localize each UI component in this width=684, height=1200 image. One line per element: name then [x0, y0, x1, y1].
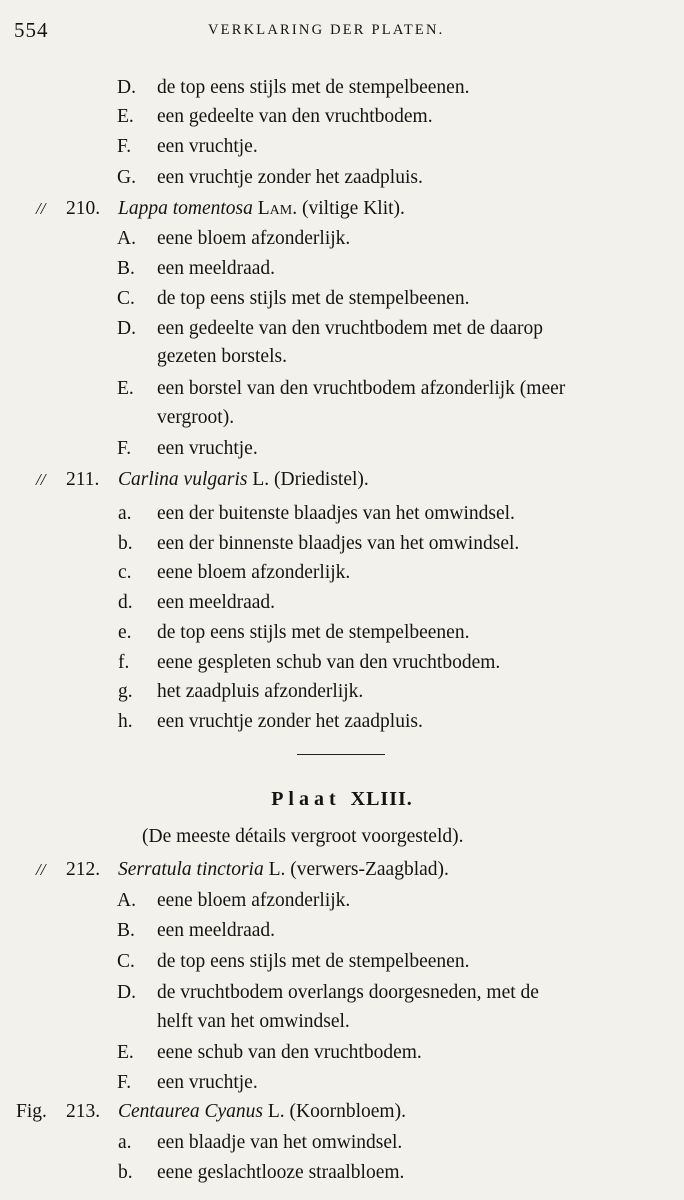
plate-heading [0, 785, 684, 813]
plate-numeral: XLIII. [350, 788, 413, 810]
entry-heading-213 [0, 1097, 684, 1127]
entry-number: 213. [66, 1101, 101, 1122]
species-line [118, 1097, 406, 1127]
item-label: C. [117, 288, 135, 309]
figure-prefix: Fig. [16, 1101, 47, 1122]
species-line [118, 855, 449, 885]
item-text: een der buitenste blaadjes van het omwindsel. [157, 503, 515, 524]
item-text: een vruchtje zonder het zaadpluis. [157, 167, 423, 188]
entry-number: 211. [66, 469, 100, 490]
list-item [0, 254, 684, 284]
list-item [0, 1128, 684, 1158]
list-item [0, 224, 684, 254]
species-name: Carlina vulgaris [118, 469, 248, 490]
item-text: een gedeelte van den vruchtbodem. [157, 106, 433, 127]
list-item [0, 1068, 684, 1098]
common-name: (Driedistel). [274, 469, 369, 490]
list-item [0, 529, 684, 559]
item-text: eene gespleten schub van den vruchtbodem. [157, 652, 501, 673]
item-text: een gedeelte van den vruchtbodem met de daarop [157, 318, 544, 339]
list-item [0, 73, 684, 103]
entry-number: 212. [66, 859, 101, 880]
species-line [118, 194, 405, 224]
entry-heading-211 [0, 465, 684, 495]
list-item [0, 374, 684, 404]
item-text: eene bloem afzonderlijk. [157, 228, 351, 249]
common-name: (Koornbloem). [289, 1101, 406, 1122]
plate-word: Plaat [271, 788, 341, 810]
item-label: D. [117, 982, 136, 1003]
common-name: (viltige Klit). [302, 198, 405, 219]
item-label: a. [118, 503, 132, 524]
list-item [0, 1038, 684, 1068]
item-label: C. [117, 951, 135, 972]
item-label: E. [117, 106, 134, 127]
item-text: eene geslachtlooze straalbloem. [157, 1162, 405, 1183]
running-head: VERKLARING DER PLATEN. [208, 22, 445, 38]
list-item [0, 499, 684, 529]
item-label: f. [118, 652, 130, 673]
entry-mark: // [36, 860, 46, 879]
item-text: een blaadje van het omwindsel. [157, 1132, 403, 1153]
item-text: het zaadpluis afzonderlijk. [157, 681, 364, 702]
list-item [0, 284, 684, 314]
list-item [0, 163, 684, 193]
item-text: een vruchtje. [157, 438, 258, 459]
item-text: een meeldraad. [157, 258, 276, 279]
item-text: een der binnenste blaadjes van het omwindsel. [157, 533, 520, 554]
item-label: b. [118, 1162, 133, 1183]
list-item [0, 707, 684, 737]
species-line [118, 465, 369, 495]
item-label: h. [118, 711, 133, 732]
item-label: a. [118, 1132, 132, 1153]
list-item [0, 916, 684, 946]
list-item [0, 102, 684, 132]
species-name: Lappa tomentosa [118, 198, 253, 219]
item-label: A. [117, 890, 136, 911]
list-item-continuation [0, 342, 684, 372]
list-item [0, 132, 684, 162]
item-text: de top eens stijls met de stempelbeenen. [157, 77, 470, 98]
entry-heading-210 [0, 194, 684, 224]
page-header [0, 18, 684, 44]
item-label: B. [117, 920, 135, 941]
item-text: de top eens stijls met de stempelbeenen. [157, 622, 470, 643]
item-text: een vruchtje. [157, 136, 258, 157]
list-item [0, 677, 684, 707]
item-text: de top eens stijls met de stempelbeenen. [157, 288, 470, 309]
item-label: b. [118, 533, 133, 554]
species-author: L. [267, 1101, 285, 1122]
item-text-cont: gezeten borstels. [157, 346, 287, 367]
item-label: g. [118, 681, 133, 702]
item-label: D. [117, 77, 136, 98]
item-text: een vruchtje zonder het zaadpluis. [157, 711, 423, 732]
list-item [0, 648, 684, 678]
item-text: een vruchtje. [157, 1072, 258, 1093]
item-text: eene schub van den vruchtbodem. [157, 1042, 422, 1063]
item-text: de top eens stijls met de stempelbeenen. [157, 951, 470, 972]
species-author: L. [268, 859, 286, 880]
plate-subtitle: (De meeste détails vergroot voorgesteld). [142, 826, 464, 847]
common-name: (verwers-Zaagblad). [290, 859, 449, 880]
list-item [0, 558, 684, 588]
item-text: eene bloem afzonderlijk. [157, 562, 351, 583]
list-item [0, 947, 684, 977]
list-item [0, 618, 684, 648]
entry-mark: // [36, 199, 46, 218]
entry-number: 210. [66, 198, 101, 219]
item-text: een meeldraad. [157, 592, 276, 613]
entry-heading-212 [0, 855, 684, 885]
item-label: G. [117, 167, 136, 188]
item-label: F. [117, 1072, 132, 1093]
list-item [0, 886, 684, 916]
item-text: de vruchtbodem overlangs doorgesneden, met de [157, 982, 539, 1003]
item-label: d. [118, 592, 133, 613]
list-item [0, 978, 684, 1008]
list-item [0, 434, 684, 464]
item-label: A. [117, 228, 136, 249]
item-label: B. [117, 258, 135, 279]
item-label: E. [117, 378, 134, 399]
item-label: E. [117, 1042, 134, 1063]
item-label: F. [117, 438, 132, 459]
list-item [0, 588, 684, 618]
item-text: een borstel van den vruchtbodem afzonderlijk (meer [157, 378, 566, 399]
list-item [0, 1158, 684, 1188]
species-author: Lam. [257, 198, 298, 219]
page-number: 554 [14, 18, 49, 42]
item-text: eene bloem afzonderlijk. [157, 890, 351, 911]
item-text: een meeldraad. [157, 920, 276, 941]
species-name: Serratula tinctoria [118, 859, 264, 880]
item-text-cont: vergroot). [157, 407, 235, 428]
list-item-continuation [0, 403, 684, 433]
list-item [0, 314, 684, 344]
species-author: L. [252, 469, 270, 490]
section-divider [297, 754, 385, 755]
item-label: F. [117, 136, 132, 157]
item-label: D. [117, 318, 136, 339]
item-text-cont: helft van het omwindsel. [157, 1011, 350, 1032]
item-label: c. [118, 562, 132, 583]
species-name: Centaurea Cyanus [118, 1101, 263, 1122]
item-label: e. [118, 622, 132, 643]
entry-mark: // [36, 470, 46, 489]
list-item-continuation [0, 1007, 684, 1037]
